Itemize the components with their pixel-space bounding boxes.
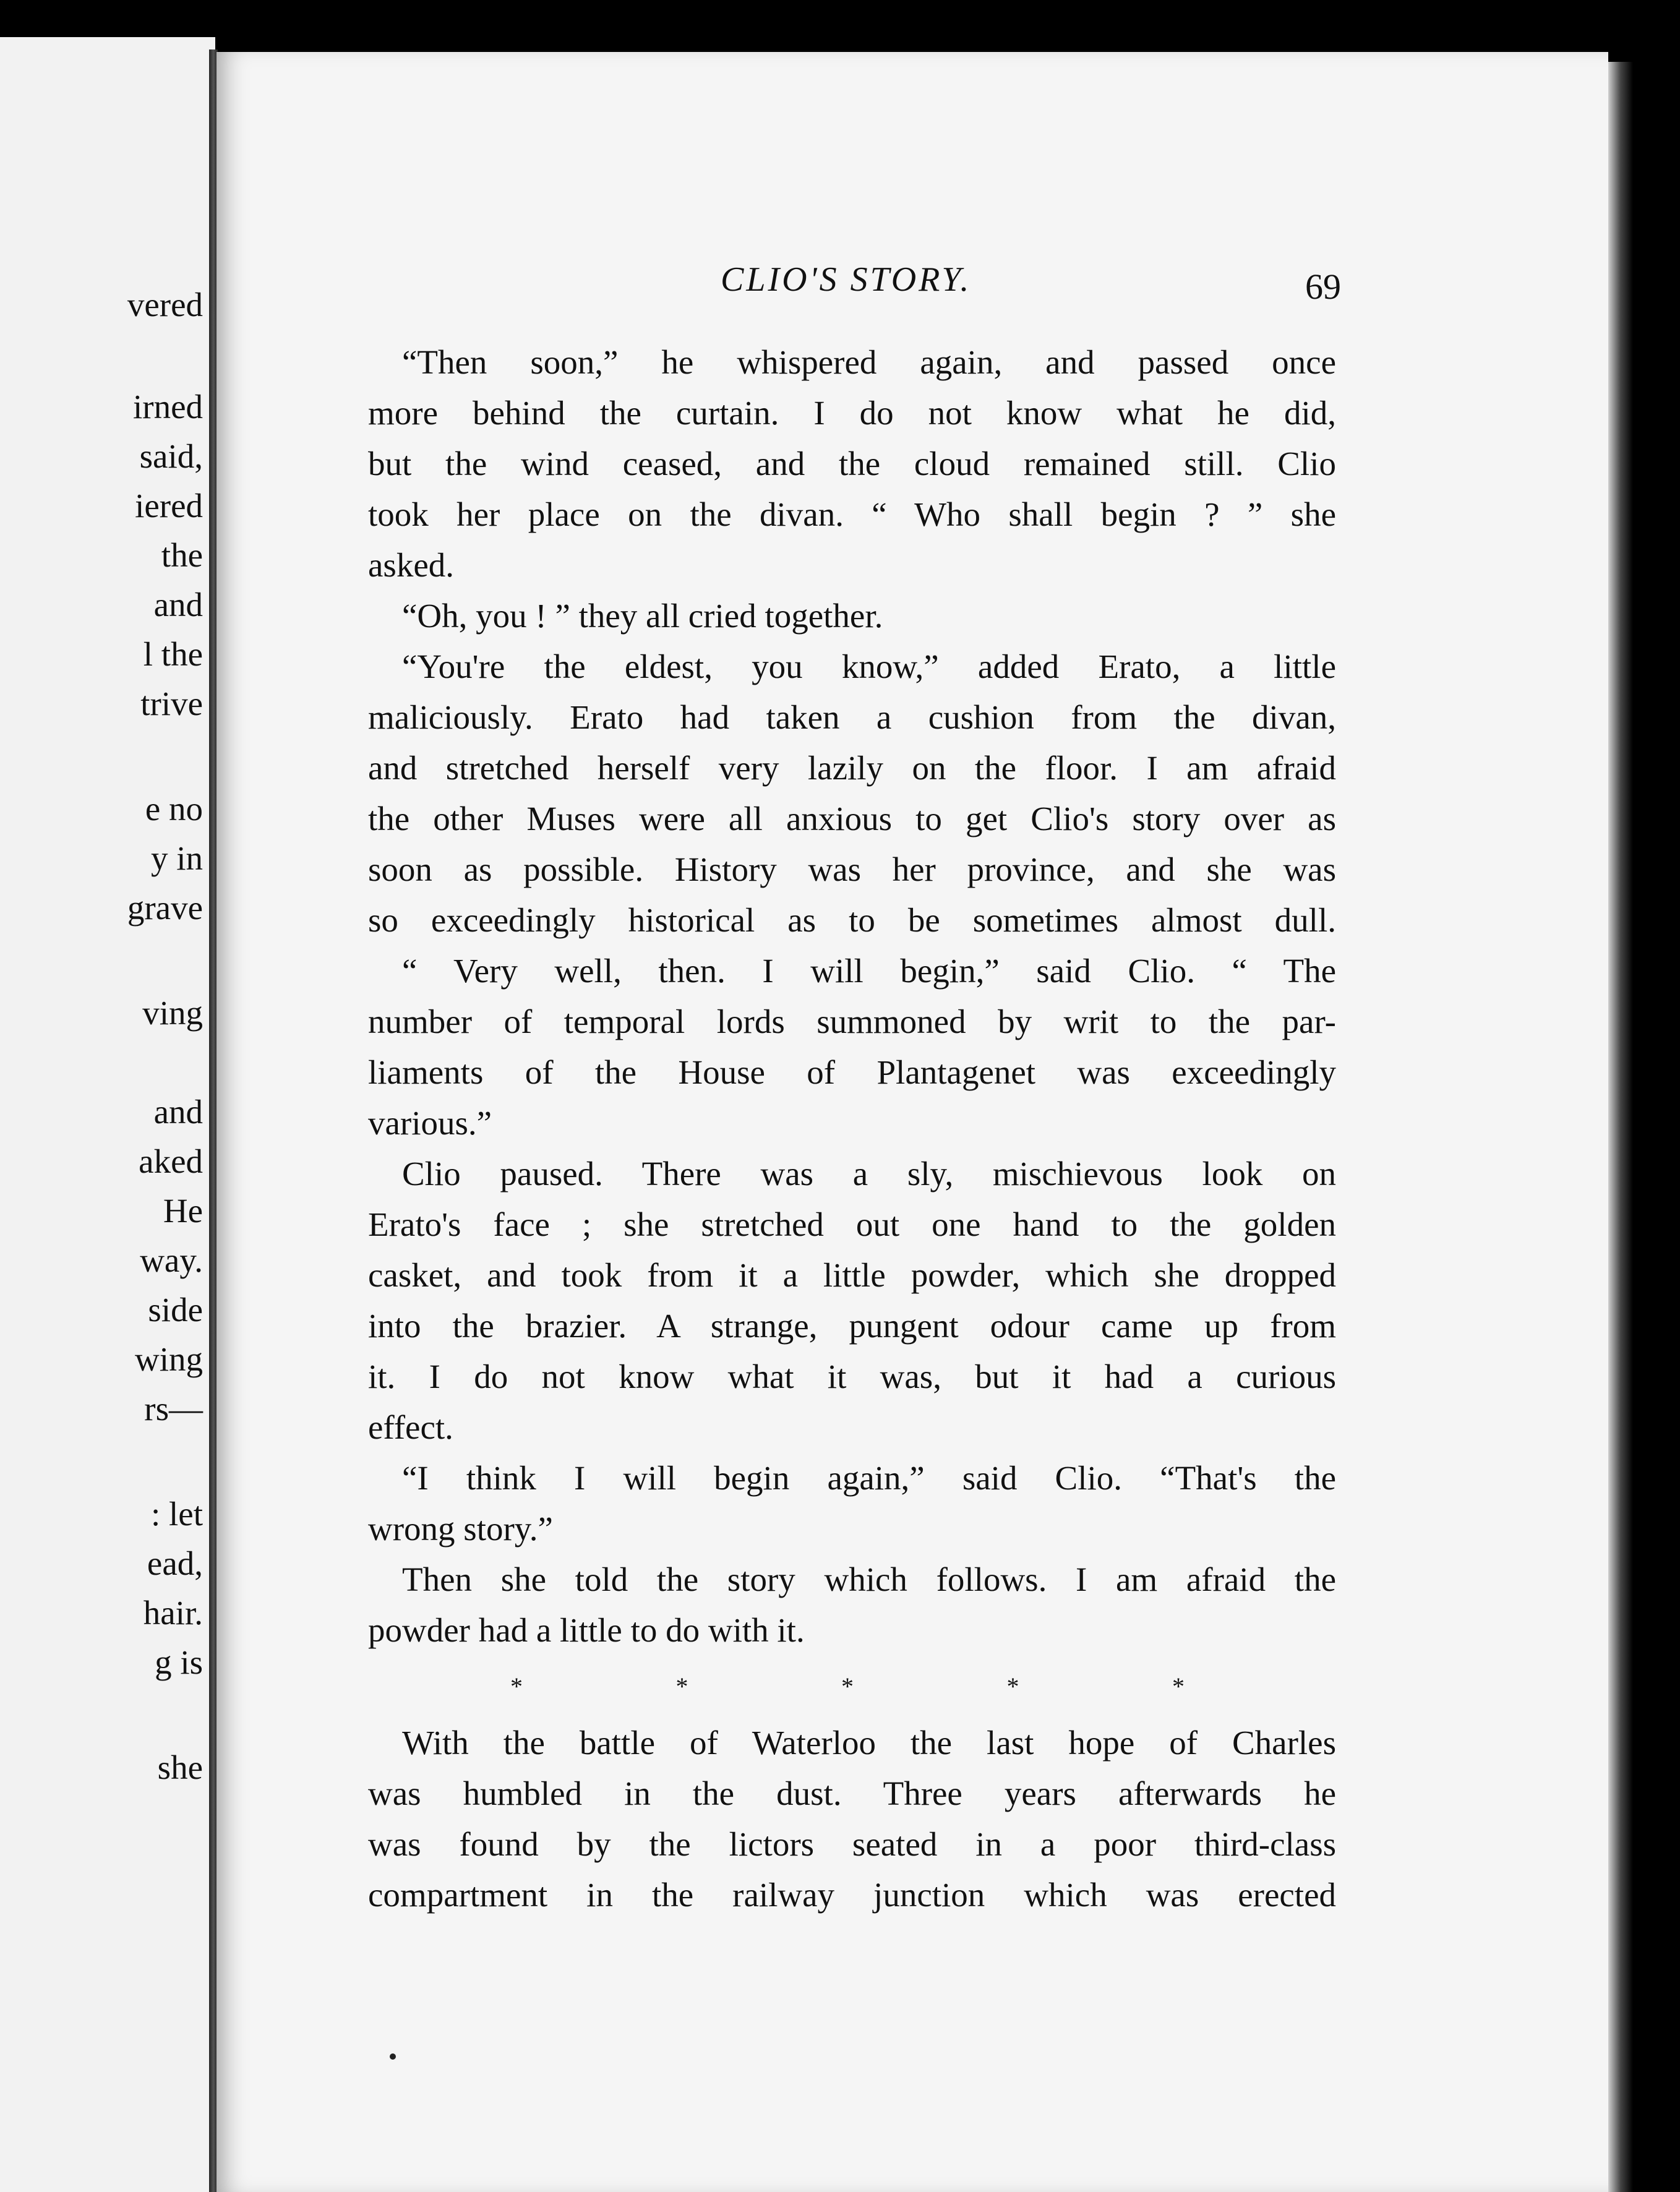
page-number: 69 bbox=[1305, 267, 1341, 307]
text-line: Erato's face ; she stretched out one hand to the golden bbox=[368, 1205, 1336, 1243]
left-page-fragment: trive bbox=[140, 685, 203, 722]
left-page-fragment: said, bbox=[139, 437, 203, 475]
body-text bbox=[368, 337, 1336, 1920]
text-line: took her place on the divan. “ Who shall begin ? ” she bbox=[368, 495, 1336, 533]
left-page-fragment: l the bbox=[143, 635, 203, 673]
separator-star: * bbox=[1172, 1672, 1185, 1700]
section-separator bbox=[368, 1656, 1336, 1718]
left-page-fragment: : let bbox=[150, 1495, 203, 1533]
text-line: maliciously. Erato had taken a cushion from the divan, bbox=[368, 698, 1336, 736]
text-line: With the battle of Waterloo the last hope of Charles bbox=[402, 1724, 1336, 1762]
left-page-fragment: and bbox=[153, 586, 203, 623]
left-page-fragment: irned bbox=[132, 388, 203, 426]
text-line: was humbled in the dust. Three years afterwards he bbox=[368, 1775, 1336, 1812]
left-page-fragment: y in bbox=[150, 839, 203, 877]
text-line: liaments of the House of Plantagenet was exceedingly bbox=[368, 1053, 1336, 1091]
text-line: soon as possible. History was her province, and she was bbox=[368, 850, 1336, 888]
text-line: into the brazier. A strange, pungent odour came up from bbox=[368, 1307, 1336, 1345]
text-line: it. I do not know what it was, but it had a curious bbox=[368, 1358, 1336, 1395]
separator-star: * bbox=[841, 1672, 854, 1700]
left-page-fragment: aked bbox=[139, 1142, 203, 1180]
left-page-fragment: ving bbox=[142, 994, 203, 1032]
text-line: so exceedingly historical as to be sometimes almost dull. bbox=[368, 901, 1336, 939]
left-page-fragment: vered bbox=[127, 286, 203, 323]
text-line: effect. bbox=[368, 1408, 453, 1446]
left-page-fragment: she bbox=[157, 1749, 203, 1786]
page-edge bbox=[1608, 62, 1633, 2192]
left-page-fragment: and bbox=[153, 1093, 203, 1131]
text-line: “I think I will begin again,” said Clio. “That's the bbox=[402, 1459, 1336, 1497]
text-line: “ Very well, then. I will begin,” said Clio. “ The bbox=[402, 952, 1336, 990]
text-line: various.” bbox=[368, 1104, 492, 1142]
text-line: but the wind ceased, and the cloud remained still. Clio bbox=[368, 445, 1336, 482]
separator-star: * bbox=[675, 1672, 688, 1700]
text-line: asked. bbox=[368, 546, 454, 584]
left-page-fragment: grave bbox=[127, 889, 203, 927]
left-page-fragment: He bbox=[163, 1192, 203, 1230]
left-page-fragment: way. bbox=[140, 1241, 203, 1279]
separator-star: * bbox=[510, 1672, 523, 1700]
text-line: wrong story.” bbox=[368, 1510, 553, 1548]
text-line: was found by the lictors seated in a poor third-class bbox=[368, 1825, 1336, 1863]
separator-star: * bbox=[1006, 1672, 1019, 1700]
text-line: more behind the curtain. I do not know what he did, bbox=[368, 394, 1336, 432]
left-page bbox=[0, 37, 215, 2192]
text-line: casket, and took from it a little powder, which she dropped bbox=[368, 1256, 1336, 1294]
text-line: Clio paused. There was a sly, mischievous look on bbox=[402, 1155, 1336, 1192]
left-page-fragment: side bbox=[148, 1291, 203, 1329]
running-head: CLIO'S STORY. bbox=[721, 260, 972, 299]
text-line: the other Muses were all anxious to get Clio's story over as bbox=[368, 800, 1336, 837]
left-page-fragment: wing bbox=[135, 1340, 203, 1378]
left-page-fragment: the bbox=[161, 536, 203, 574]
left-page-fragment: hair. bbox=[143, 1594, 203, 1632]
text-line: “Oh, you ! ” they all cried together. bbox=[402, 597, 883, 635]
text-line: compartment in the railway junction which was erected bbox=[368, 1876, 1336, 1914]
text-line: number of temporal lords summoned by writ to the par- bbox=[368, 1003, 1336, 1040]
page-speck bbox=[390, 2053, 396, 2060]
text-line: “Then soon,” he whispered again, and passed once bbox=[402, 343, 1336, 381]
left-page-fragment: g is bbox=[155, 1643, 203, 1681]
text-line: and stretched herself very lazily on the floor. I am afraid bbox=[368, 749, 1336, 787]
text-line: Then she told the story which follows. I am afraid the bbox=[402, 1561, 1336, 1598]
left-page-fragment: e no bbox=[145, 790, 203, 828]
text-line: powder had a little to do with it. bbox=[368, 1611, 805, 1649]
left-page-fragment: rs— bbox=[144, 1390, 203, 1428]
left-page-fragment: ead, bbox=[147, 1544, 203, 1582]
left-page-fragment: iered bbox=[135, 487, 203, 524]
text-line: “You're the eldest, you know,” added Erato, a little bbox=[402, 648, 1336, 685]
